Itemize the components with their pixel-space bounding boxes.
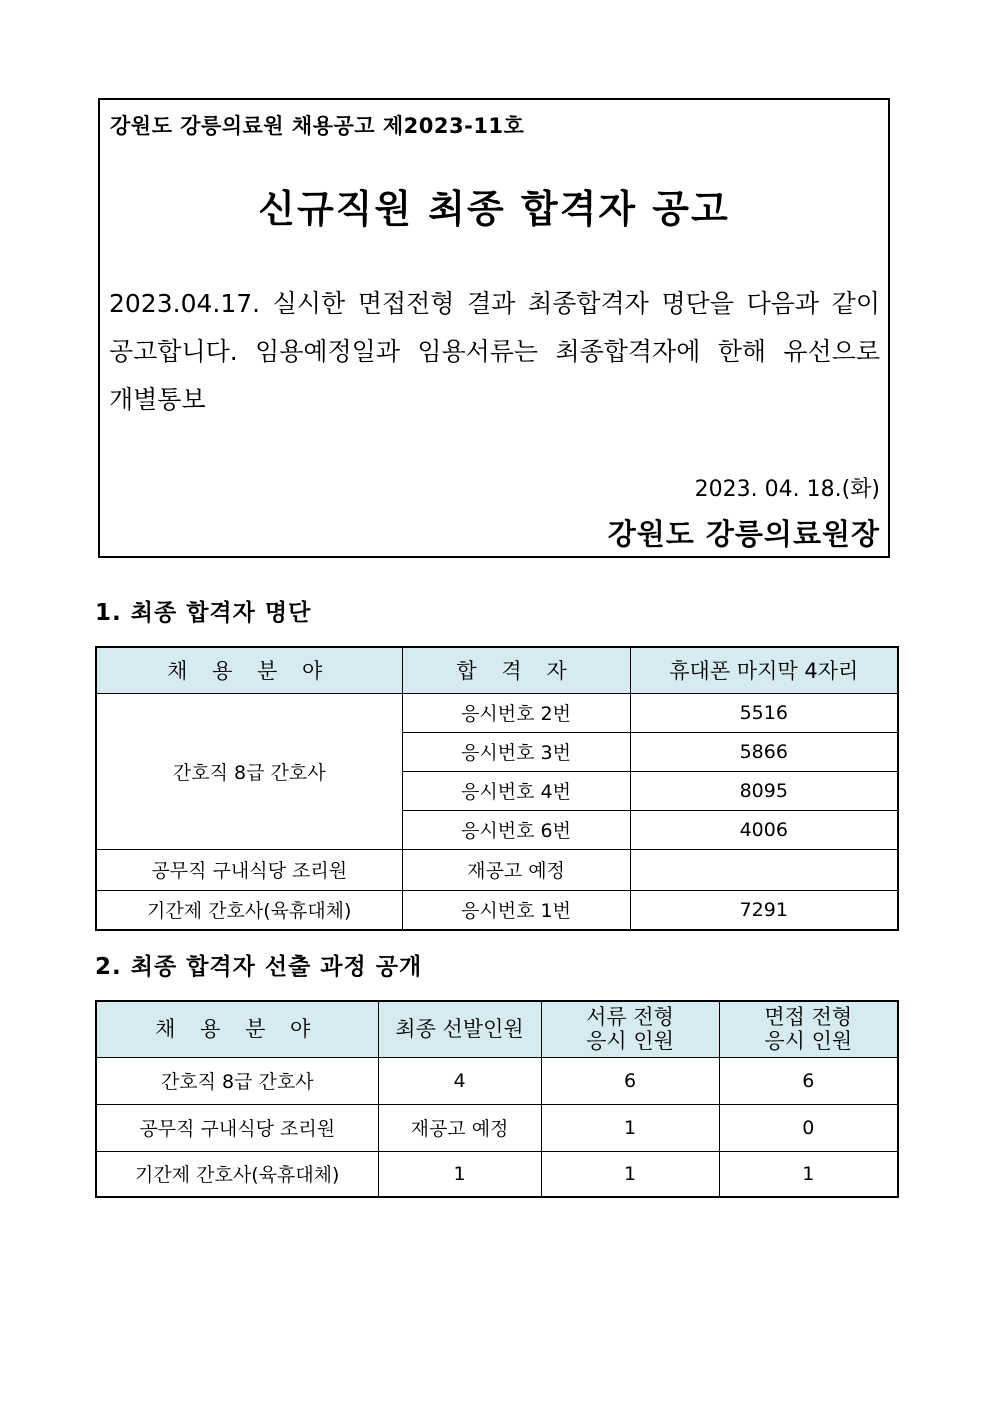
selection-process-table (95, 1000, 899, 1198)
interview-cell: 1 (719, 1151, 898, 1197)
phone-cell: 5516 (630, 693, 898, 732)
field-cell: 기간제 간호사(육휴대체) (96, 890, 402, 930)
table-row (96, 1151, 898, 1197)
field-cell: 기간제 간호사(육휴대체) (96, 1151, 378, 1197)
interview-cell: 0 (719, 1104, 898, 1151)
table-header-row (96, 1001, 898, 1057)
passer-cell: 응시번호 2번 (402, 693, 630, 732)
page-title: 신규직원 최종 합격자 공고 (258, 187, 730, 231)
notice-number: 강원도 강릉의료원 채용공고 제2023-11호 (110, 114, 525, 138)
field-cell: 간호직 8급 간호사 (96, 693, 402, 849)
selected-cell: 재공고 예정 (378, 1104, 541, 1151)
field-cell: 간호직 8급 간호사 (96, 1057, 378, 1104)
passer-list-table (95, 646, 899, 931)
table-row (96, 849, 898, 890)
phone-cell: 5866 (630, 732, 898, 771)
document-cell: 6 (541, 1057, 719, 1104)
passer-cell: 응시번호 3번 (402, 732, 630, 771)
table-row (96, 890, 898, 930)
table-header-row (96, 647, 898, 693)
header-phone: 휴대폰 마지막 4자리 (630, 647, 898, 693)
header-interview: 면접 전형 응시 인원 (719, 1001, 898, 1057)
table-row (96, 1104, 898, 1151)
table-row (96, 693, 898, 732)
header-field: 채 용 분 야 (96, 647, 402, 693)
passer-cell: 응시번호 1번 (402, 890, 630, 930)
table-row (96, 1057, 898, 1104)
notice-signature: 강원도 강릉의료원장 (607, 517, 880, 551)
passer-cell: 응시번호 6번 (402, 810, 630, 849)
field-cell: 공무직 구내식당 조리원 (96, 849, 402, 890)
notice-box (98, 98, 890, 558)
header-field: 채 용 분 야 (96, 1001, 378, 1057)
document-cell: 1 (541, 1104, 719, 1151)
passer-cell: 재공고 예정 (402, 849, 630, 890)
notice-body: 2023.04.17. 실시한 면접전형 결과 최종합격자 명단을 다음과 같이 공고합니다. 임용예정일과 임용서류는 최종합격자에 한해 유선으로 개별통보 (109, 289, 880, 414)
phone-cell (630, 849, 898, 890)
phone-cell: 8095 (630, 771, 898, 810)
passer-cell: 응시번호 4번 (402, 771, 630, 810)
interview-cell: 6 (719, 1057, 898, 1104)
notice-date: 2023. 04. 18.(화) (694, 477, 880, 502)
header-selected: 최종 선발인원 (378, 1001, 541, 1057)
selected-cell: 1 (378, 1151, 541, 1197)
field-cell: 공무직 구내식당 조리원 (96, 1104, 378, 1151)
selected-cell: 4 (378, 1057, 541, 1104)
header-document: 서류 전형 응시 인원 (541, 1001, 719, 1057)
section1-heading: 1. 최종 합격자 명단 (95, 600, 312, 626)
phone-cell: 4006 (630, 810, 898, 849)
phone-cell: 7291 (630, 890, 898, 930)
header-passer: 합 격 자 (402, 647, 630, 693)
document-cell: 1 (541, 1151, 719, 1197)
section2-heading: 2. 최종 합격자 선출 과정 공개 (95, 954, 423, 980)
